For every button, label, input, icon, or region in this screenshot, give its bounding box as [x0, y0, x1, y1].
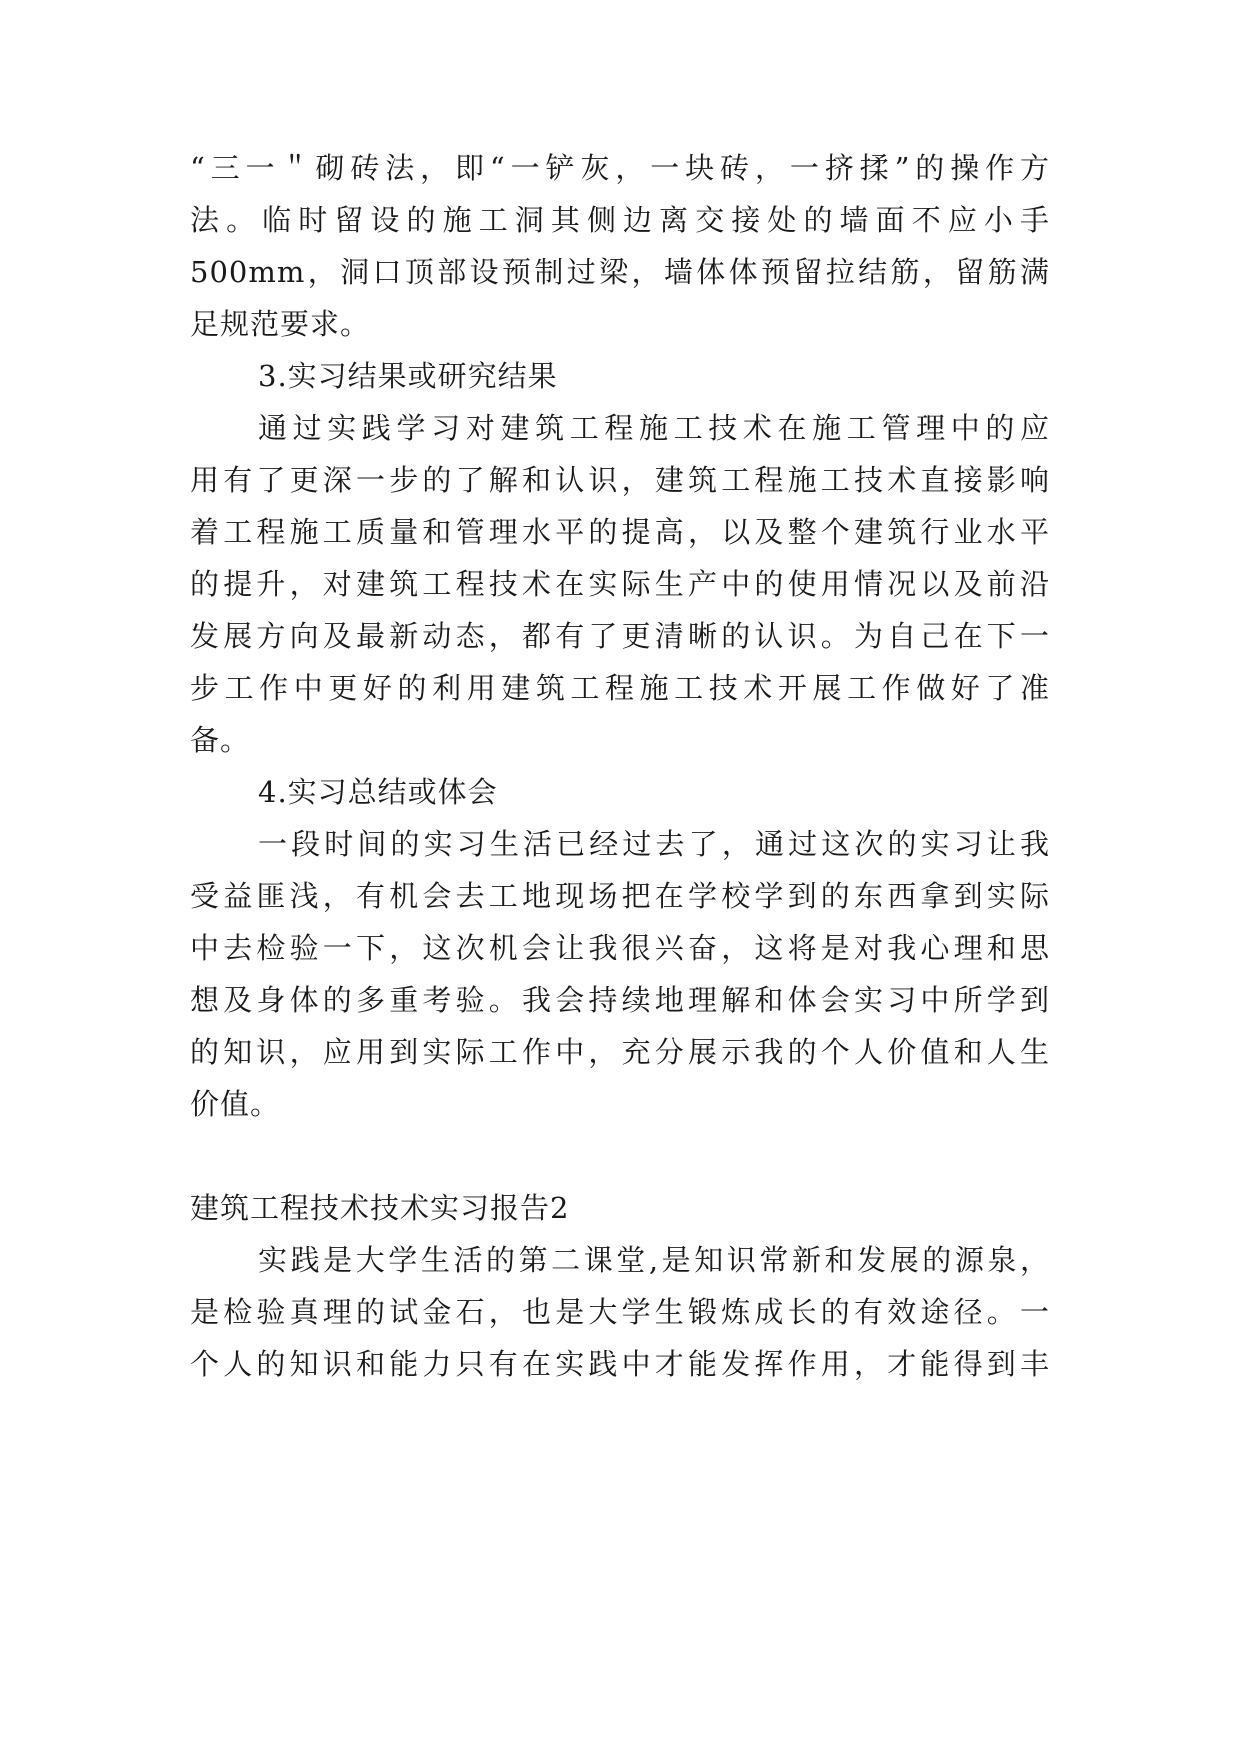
- section-heading: 3.实习结果或研究结果: [258, 359, 558, 393]
- text-line: 一段时间的实习生活已经过去了，通过这次的实习让我: [258, 827, 1050, 861]
- text-line: 足规范要求。: [190, 307, 371, 341]
- text-line: 着工程施工质量和管理水平的提高，以及整个建筑行业水平: [190, 515, 1050, 549]
- text-line: 想及身体的多重考验。我会持续地理解和体会实习中所学到: [190, 983, 1050, 1017]
- text-line: 价值。: [190, 1087, 281, 1121]
- text-line: 是检验真理的试金石，也是大学生锻炼成长的有效途径。一: [190, 1295, 1050, 1329]
- text-line: 步工作中更好的利用建筑工程施工技术开展工作做好了准: [190, 671, 1050, 705]
- text-line: 备。: [190, 723, 251, 757]
- text-line: 用有了更深一步的了解和认识，建筑工程施工技术直接影响: [190, 463, 1050, 497]
- text-line: 实践是大学生活的第二课堂,是知识常新和发展的源泉，: [258, 1243, 1050, 1277]
- text-line: 个人的知识和能力只有在实践中才能发挥作用，才能得到丰: [190, 1347, 1050, 1381]
- text-line: 法。临时留设的施工洞其侧边离交接处的墙面不应小手: [190, 203, 1050, 237]
- text-line: 受益匪浅，有机会去工地现场把在学校学到的东西拿到实际: [190, 879, 1050, 913]
- text-line: 通过实践学习对建筑工程施工技术在施工管理中的应: [258, 411, 1050, 445]
- text-line: 中去检验一下，这次机会让我很兴奋，这将是对我心理和思: [190, 931, 1050, 965]
- text-line: 发展方向及最新动态，都有了更清晰的认识。为自己在下一: [190, 619, 1050, 653]
- text-line: 的提升，对建筑工程技术在实际生产中的使用情况以及前沿: [190, 567, 1050, 601]
- text-line: “三一＂砌砖法，即“一铲灰，一块砖，一挤揉”的操作方: [190, 151, 1050, 185]
- text-line: 的知识，应用到实际工作中，充分展示我的个人价值和人生: [190, 1035, 1050, 1069]
- section-heading: 4.实习总结或体会: [258, 775, 498, 809]
- text-line: 500mm，洞口顶部设预制过梁，墙体体预留拉结筋，留筋满: [190, 255, 1050, 289]
- report-title: 建筑工程技术技术实习报告2: [190, 1191, 570, 1225]
